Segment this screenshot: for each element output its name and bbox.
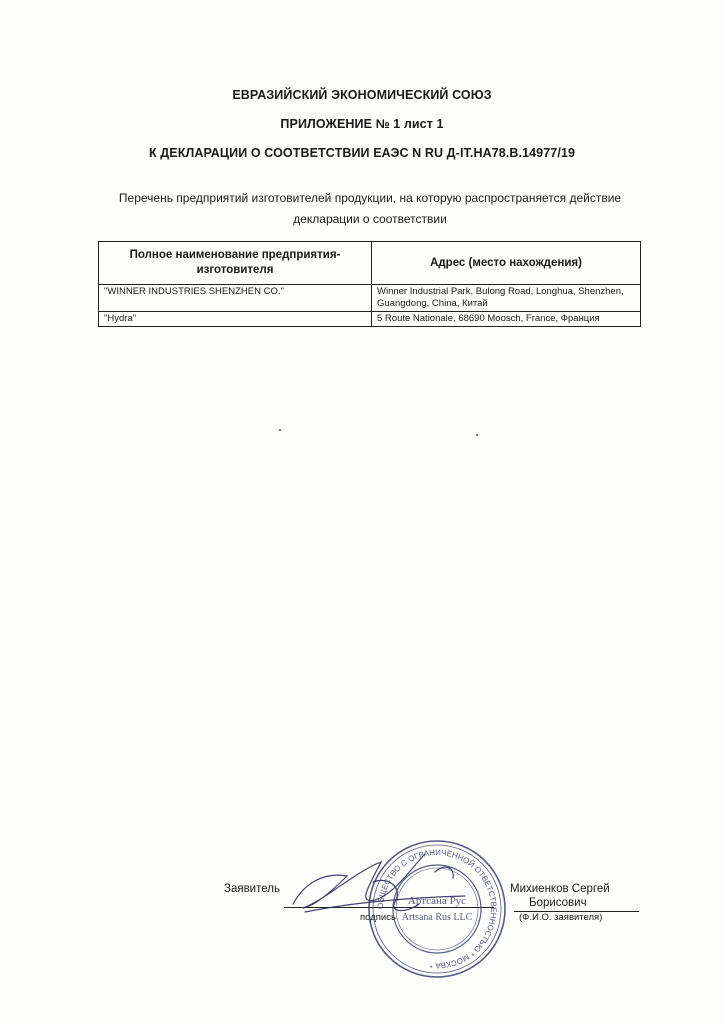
signature-caption: подпись (360, 912, 396, 923)
scan-speck (279, 429, 281, 431)
table-header-row (99, 242, 641, 285)
manufacturer-address: Winner Industrial Park, Bulong Road, Longhua, Shenzhen, Guangdong, China, Китай (372, 285, 641, 312)
table-row (99, 312, 641, 327)
header-manufacturer: Полное наименование предприятия-изготовителя (99, 242, 372, 285)
manufacturer-name: "Hydra" (99, 312, 372, 327)
applicant-label: Заявитель (224, 883, 280, 895)
fio-caption: (Ф.И.О. заявителя) (519, 912, 603, 923)
manufacturers-table (98, 241, 641, 327)
applicant-name-line1: Михиенков Сергей (510, 883, 610, 895)
declaration-title: К ДЕКЛАРАЦИИ О СООТВЕТСТВИИ ЕАЭС N RU Д-IT.НА78.В.14977/19 (148, 146, 576, 160)
appendix-title: ПРИЛОЖЕНИЕ № 1 лист 1 (280, 117, 444, 131)
svg-text:ОБЩЕСТВО С ОГРАНИЧЕННОЙ ОТВЕТС: ОБЩЕСТВО С ОГРАНИЧЕННОЙ ОТВЕТСТВЕННОСТЬЮ * МОСКВА * (375, 847, 499, 971)
table-row (99, 285, 641, 312)
manufacturer-name: "WINNER INDUSTRIES SHENZHEN CO." (99, 285, 372, 312)
header-address: Адрес (место нахождения) (372, 242, 641, 285)
intro-text: Перечень предприятий изготовителей продукции, на которую распространяется действие декларации о соответствии (118, 191, 622, 226)
applicant-name-line2: Борисович (529, 897, 587, 909)
svg-text:Артсана Рус: Артсана Рус (407, 895, 467, 907)
svg-text:Artsana Rus LLC: Artsana Rus LLC (401, 912, 473, 923)
scan-speck (476, 434, 478, 436)
union-title: ЕВРАЗИЙСКИЙ ЭКОНОМИЧЕСКИЙ СОЮЗ (232, 88, 492, 102)
manufacturer-address: 5 Route Nationale, 68690 Moosch, France, Франция (372, 312, 641, 327)
applicant-signature-icon (285, 842, 525, 932)
